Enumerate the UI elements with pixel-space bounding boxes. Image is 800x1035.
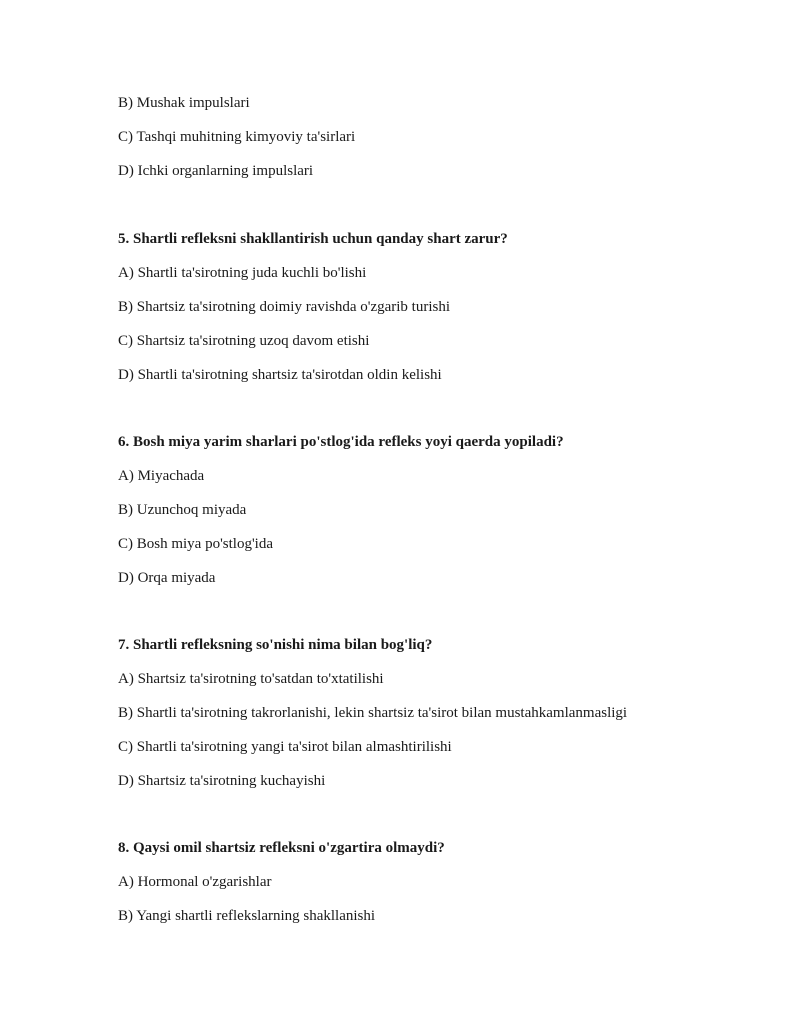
option-line: A) Shartsiz ta'sirotning to'satdan to'xtatilishi (118, 671, 384, 687)
option-line: D) Orqa miyada (118, 570, 216, 586)
option-line: A) Shartli ta'sirotning juda kuchli bo'lishi (118, 265, 367, 281)
option-line: B) Shartli ta'sirotning takrorlanishi, lekin shartsiz ta'sirot bilan mustahkamlanmasligi (118, 705, 628, 721)
option-line: A) Miyachada (118, 468, 205, 484)
option-line: C) Shartsiz ta'sirotning uzoq davom etishi (118, 333, 370, 349)
option-line: D) Shartsiz ta'sirotning kuchayishi (118, 773, 326, 789)
option-line: C) Shartli ta'sirotning yangi ta'sirot bilan almashtirilishi (118, 739, 452, 755)
option-line: B) Shartsiz ta'sirotning doimiy ravishda o'zgarib turishi (118, 299, 451, 315)
question-title: 6. Bosh miya yarim sharlari po'stlog'ida refleks yoyi qaerda yopiladi? (118, 434, 564, 450)
question-title: 5. Shartli refleksni shakllantirish uchun qanday shart zarur? (118, 231, 508, 247)
question-title: 7. Shartli refleksning so'nishi nima bilan bog'liq? (118, 637, 433, 653)
option-line: B) Mushak impulslari (118, 95, 250, 111)
option-line: A) Hormonal o'zgarishlar (118, 874, 272, 890)
option-line: D) Ichki organlarning impulslari (118, 163, 314, 179)
option-line: B) Uzunchoq miyada (118, 502, 247, 518)
question-title: 8. Qaysi omil shartsiz refleksni o'zgartira olmaydi? (118, 840, 445, 856)
option-line: C) Bosh miya po'stlog'ida (118, 536, 273, 552)
option-line: B) Yangi shartli reflekslarning shakllanishi (118, 908, 376, 924)
option-line: C) Tashqi muhitning kimyoviy ta'sirlari (118, 129, 356, 145)
option-line: D) Shartli ta'sirotning shartsiz ta'sirotdan oldin kelishi (118, 367, 442, 383)
